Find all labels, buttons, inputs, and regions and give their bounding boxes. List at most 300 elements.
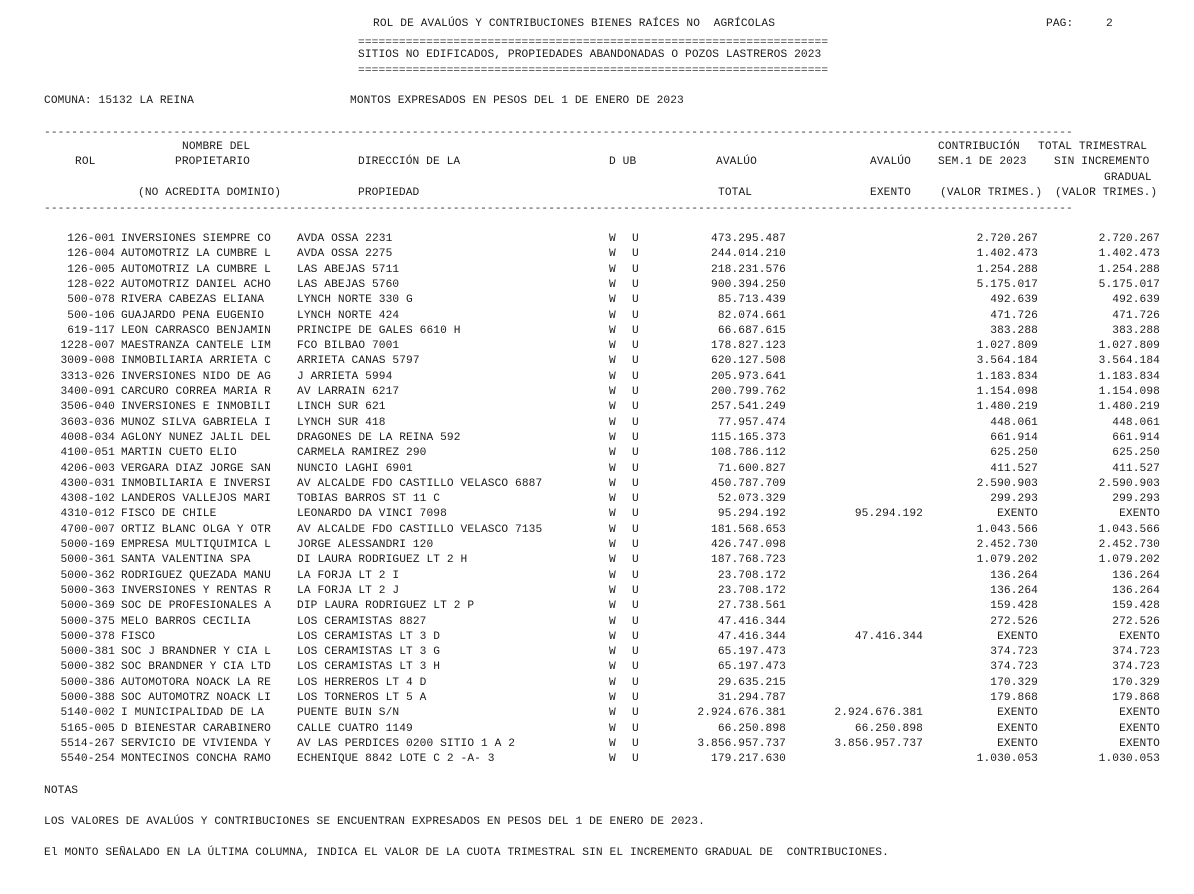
cell-exento: 95.294.192 [854, 508, 923, 521]
cell-ub: U [632, 569, 639, 582]
col-header-contrib-1: CONTRIBUCIÓN [938, 141, 1020, 153]
table-row [0, 247, 1194, 262]
cell-avaluo: 620.127.508 [711, 355, 786, 368]
cell-total-trimestral: 1.043.566 [1098, 523, 1160, 536]
cell-total-trimestral: 170.329 [1112, 676, 1160, 689]
cell-nombre: AUTOMOTRIZ LA CUMBRE L [121, 248, 271, 261]
cell-contribucion: 471.726 [990, 309, 1038, 322]
cell-direccion: AV ALCALDE FDO CASTILLO VELASCO 6887 [297, 477, 543, 490]
cell-rol: 4700-007 [60, 523, 115, 536]
cell-nombre: RODRIGUEZ QUEZADA MANU [121, 569, 271, 582]
col-header-exento-1: AVALÚO [870, 156, 911, 168]
cell-nombre: SANTA VALENTINA SPA [121, 554, 251, 567]
table-row [0, 507, 1194, 522]
cell-contribucion: 170.329 [990, 676, 1038, 689]
cell-d: W [609, 340, 616, 353]
report-title: ROL DE AVALÚOS Y CONTRIBUCIONES BIENES RAÍCES NO AGRÍCOLAS [373, 18, 776, 30]
col-header-rol: ROL [75, 156, 96, 168]
header-rule-top: ------------------------------------------------------------------------------------------------------------------------------------------------------- [44, 127, 1073, 139]
cell-total-trimestral: 299.293 [1112, 493, 1160, 506]
cell-d: W [609, 401, 616, 414]
cell-direccion: CALLE CUATRO 1149 [297, 722, 413, 735]
cell-nombre: SOC J BRANDNER Y CIA L [121, 646, 271, 659]
cell-total-trimestral: 383.288 [1112, 324, 1160, 337]
cell-contribucion: EXENTO [997, 707, 1038, 720]
table-row [0, 370, 1194, 385]
cell-nombre: MONTECINOS CONCHA RAMO [121, 753, 271, 766]
cell-d: W [609, 355, 616, 368]
cell-nombre: FISCO [121, 630, 156, 643]
cell-contribucion: 2.720.267 [976, 233, 1038, 245]
cell-nombre: INVERSIONES NIDO DE AG [121, 370, 271, 383]
cell-direccion: J ARRIETA 5994 [297, 370, 393, 383]
cell-contribucion: 1.030.053 [976, 753, 1038, 766]
cell-nombre: SOC AUTOMOTRZ NOACK LI [121, 692, 271, 704]
cell-direccion: PRINCIPE DE GALES 6610 H [297, 324, 461, 337]
table-row [0, 492, 1194, 507]
table-row [0, 569, 1194, 584]
cell-rol: 5000-378 [60, 630, 115, 643]
cell-exento: 2.924.676.381 [834, 707, 923, 720]
cell-avaluo: 85.713.439 [717, 294, 786, 307]
cell-contribucion: 1.079.202 [976, 554, 1038, 567]
cell-direccion: LOS TORNEROS LT 5 A [297, 692, 427, 704]
col-header-d-ub: D UB [609, 156, 637, 168]
cell-avaluo: 66.687.615 [717, 324, 786, 337]
cell-nombre: MUNOZ SILVA GABRIELA I [121, 416, 271, 429]
montos-label: MONTOS EXPRESADOS EN PESOS DEL 1 DE ENERO DE 2023 [350, 95, 684, 107]
cell-direccion: TOBIAS BARROS ST 11 C [297, 493, 441, 506]
table-row [0, 615, 1194, 630]
cell-rol: 126-005 [67, 263, 115, 276]
cell-avaluo: 66.250.898 [717, 722, 786, 735]
cell-ub: U [632, 462, 639, 475]
col-header-nombre-2: PROPIETARIO [175, 156, 250, 168]
col-header-contrib-3: (VALOR TRIMES.) [940, 187, 1043, 199]
cell-ub: U [632, 233, 639, 245]
cell-nombre: VERGARA DIAZ JORGE SAN [121, 462, 271, 475]
cell-d: W [609, 447, 616, 460]
cell-nombre: LANDEROS VALLEJOS MARI [121, 493, 271, 506]
cell-direccion: AVDA OSSA 2231 [297, 233, 393, 245]
cell-ub: U [632, 263, 639, 276]
cell-ub: U [632, 447, 639, 460]
cell-avaluo: 179.217.630 [711, 753, 786, 766]
cell-d: W [609, 278, 616, 291]
col-header-total-3: GRADUAL [1104, 172, 1152, 184]
cell-rol: 4308-102 [60, 493, 115, 506]
cell-contribucion: 1.254.288 [976, 263, 1038, 276]
cell-rol: 3506-040 [60, 401, 115, 414]
cell-direccion: DIP LAURA RODRIGUEZ LT 2 P [297, 600, 475, 613]
cell-avaluo: 23.708.172 [717, 569, 786, 582]
cell-nombre: SERVICIO DE VIVIENDA Y [121, 737, 271, 750]
cell-ub: U [632, 539, 639, 551]
cell-ub: U [632, 493, 639, 506]
cell-direccion: JORGE ALESSANDRI 120 [297, 539, 434, 551]
col-header-avaluo-1: AVALÚO [716, 156, 757, 168]
cell-direccion: NUNCIO LAGHI 6901 [297, 462, 413, 475]
cell-total-trimestral: EXENTO [1119, 707, 1160, 720]
cell-direccion: PUENTE BUIN S/N [297, 707, 400, 720]
table-row [0, 263, 1194, 278]
cell-nombre: MAESTRANZA CANTELE LIM [121, 340, 271, 353]
cell-d: W [609, 722, 616, 735]
cell-rol: 5000-381 [60, 646, 115, 659]
cell-contribucion: 3.564.184 [976, 355, 1038, 368]
cell-contribucion: 159.428 [990, 600, 1038, 613]
cell-total-trimestral: EXENTO [1119, 737, 1160, 750]
cell-rol: 4100-051 [60, 447, 115, 460]
cell-avaluo: 257.541.249 [711, 401, 786, 414]
cell-contribucion: 374.723 [990, 646, 1038, 659]
cell-total-trimestral: 1.079.202 [1098, 554, 1160, 567]
cell-nombre: INVERSIONES SIEMPRE CO [121, 233, 271, 245]
cell-ub: U [632, 692, 639, 704]
cell-ub: U [632, 630, 639, 643]
cell-ub: U [632, 523, 639, 536]
cell-ub: U [632, 278, 639, 291]
cell-total-trimestral: 1.402.473 [1098, 248, 1160, 261]
cell-direccion: AVDA OSSA 2275 [297, 248, 393, 261]
cell-rol: 5000-382 [60, 661, 115, 674]
cell-total-trimestral: 272.526 [1112, 615, 1160, 628]
cell-direccion: FCO BILBAO 7001 [297, 340, 400, 353]
cell-total-trimestral: 136.264 [1112, 584, 1160, 597]
cell-direccion: LOS CERAMISTAS LT 3 D [297, 630, 441, 643]
cell-total-trimestral: 1.027.809 [1098, 340, 1160, 353]
cell-total-trimestral: 5.175.017 [1098, 278, 1160, 291]
table-row [0, 523, 1194, 538]
cell-ub: U [632, 508, 639, 521]
cell-total-trimestral: 1.254.288 [1098, 263, 1160, 276]
cell-d: W [609, 630, 616, 643]
cell-ub: U [632, 431, 639, 444]
cell-d: W [609, 370, 616, 383]
notes-line-2: El MONTO SEÑALADO EN LA ÚLTIMA COLUMNA, INDICA EL VALOR DE LA CUOTA TRIMESTRAL SIN EL INCREMENTO GRADUAL DE CONTRIBUCIONES. [44, 847, 889, 859]
cell-d: W [609, 386, 616, 398]
cell-contribucion: 448.061 [990, 416, 1038, 429]
cell-direccion: AV ALCALDE FDO CASTILLO VELASCO 7135 [297, 523, 543, 536]
cell-rol: 5514-267 [60, 737, 115, 750]
cell-ub: U [632, 600, 639, 613]
cell-avaluo: 47.416.344 [717, 630, 786, 643]
cell-avaluo: 2.924.676.381 [697, 707, 786, 720]
cell-direccion: LAS ABEJAS 5711 [297, 263, 400, 276]
cell-d: W [609, 233, 616, 245]
cell-total-trimestral: EXENTO [1119, 508, 1160, 521]
cell-nombre: GUAJARDO PENA EUGENIO [121, 309, 265, 322]
header-rule-bottom: ------------------------------------------------------------------------------------------------------------------------------------------------------- [44, 203, 1073, 215]
cell-avaluo: 178.827.123 [711, 340, 786, 353]
table-row [0, 477, 1194, 492]
cell-direccion: LOS CERAMISTAS LT 3 G [297, 646, 441, 659]
cell-total-trimestral: 136.264 [1112, 569, 1160, 582]
cell-d: W [609, 676, 616, 689]
cell-nombre: INVERSIONES E INMOBILI [121, 401, 271, 414]
cell-rol: 5000-388 [60, 692, 115, 704]
cell-total-trimestral: 1.154.098 [1098, 386, 1160, 398]
cell-ub: U [632, 646, 639, 659]
cell-nombre: EMPRESA MULTIQUIMICA L [121, 539, 271, 551]
cell-ub: U [632, 584, 639, 597]
cell-total-trimestral: 2.590.903 [1098, 477, 1160, 490]
cell-direccion: AV LAS PERDICES 0200 SITIO 1 A 2 [297, 737, 516, 750]
table-row [0, 232, 1194, 247]
title-separator-bottom: ===================================================================== [358, 65, 829, 77]
table-row [0, 293, 1194, 308]
cell-rol: 5140-002 [60, 707, 115, 720]
cell-contribucion: 411.527 [990, 462, 1038, 475]
table-row [0, 645, 1194, 660]
cell-ub: U [632, 707, 639, 720]
cell-avaluo: 218.231.576 [711, 263, 786, 276]
cell-contribucion: 136.264 [990, 569, 1038, 582]
cell-avaluo: 187.768.723 [711, 554, 786, 567]
table-row [0, 354, 1194, 369]
cell-avaluo: 450.787.709 [711, 477, 786, 490]
cell-contribucion: 136.264 [990, 584, 1038, 597]
cell-d: W [609, 493, 616, 506]
cell-ub: U [632, 477, 639, 490]
cell-contribucion: 661.914 [990, 431, 1038, 444]
cell-total-trimestral: 471.726 [1112, 309, 1160, 322]
cell-d: W [609, 569, 616, 582]
cell-rol: 5000-375 [60, 615, 115, 628]
table-row [0, 431, 1194, 446]
cell-d: W [609, 523, 616, 536]
cell-nombre: CARCURO CORREA MARIA R [121, 386, 271, 398]
cell-rol: 5000-386 [60, 676, 115, 689]
table-row [0, 630, 1194, 645]
cell-d: W [609, 248, 616, 261]
cell-direccion: DI LAURA RODRIGUEZ LT 2 H [297, 554, 468, 567]
cell-rol: 5165-005 [60, 722, 115, 735]
table-row [0, 309, 1194, 324]
cell-avaluo: 115.165.373 [711, 431, 786, 444]
table-row [0, 446, 1194, 461]
cell-avaluo: 95.294.192 [717, 508, 786, 521]
cell-rol: 5000-369 [60, 600, 115, 613]
cell-rol: 4206-003 [60, 462, 115, 475]
cell-nombre: AUTOMOTRIZ LA CUMBRE L [121, 263, 271, 276]
cell-contribucion: 374.723 [990, 661, 1038, 674]
cell-rol: 3313-026 [60, 370, 115, 383]
cell-rol: 4008-034 [60, 431, 115, 444]
cell-d: W [609, 508, 616, 521]
cell-direccion: ARRIETA CANAS 5797 [297, 355, 420, 368]
cell-avaluo: 900.394.250 [711, 278, 786, 291]
cell-avaluo: 473.295.487 [711, 233, 786, 245]
table-row [0, 462, 1194, 477]
cell-rol: 619-117 [67, 324, 115, 337]
cell-rol: 5540-254 [60, 753, 115, 766]
cell-rol: 3603-036 [60, 416, 115, 429]
cell-nombre: AUTOMOTORA NOACK LA RE [121, 676, 271, 689]
cell-d: W [609, 554, 616, 567]
col-header-total-4: (VALOR TRIMES.) [1055, 187, 1158, 199]
cell-nombre: SOC BRANDNER Y CIA LTD [121, 661, 271, 674]
cell-direccion: LOS CERAMISTAS LT 3 H [297, 661, 441, 674]
cell-d: W [609, 707, 616, 720]
cell-rol: 500-106 [67, 309, 115, 322]
cell-direccion: LOS HERREROS LT 4 D [297, 676, 427, 689]
cell-direccion: LOS CERAMISTAS 8827 [297, 615, 427, 628]
cell-direccion: LEONARDO DA VINCI 7098 [297, 508, 447, 521]
notes-heading: NOTAS [44, 785, 79, 797]
cell-ub: U [632, 661, 639, 674]
cell-total-trimestral: 448.061 [1112, 416, 1160, 429]
cell-total-trimestral: 1.183.834 [1098, 370, 1160, 383]
col-header-nombre-1: NOMBRE DEL [182, 141, 251, 153]
cell-avaluo: 71.600.827 [717, 462, 786, 475]
cell-rol: 4300-031 [60, 477, 115, 490]
table-row [0, 752, 1194, 767]
cell-contribucion: 1.183.834 [976, 370, 1038, 383]
cell-total-trimestral: 625.250 [1112, 447, 1160, 460]
col-header-direccion-1: DIRECCIÓN DE LA [358, 156, 461, 168]
cell-d: W [609, 737, 616, 750]
table-row [0, 385, 1194, 400]
cell-ub: U [632, 294, 639, 307]
cell-ub: U [632, 309, 639, 322]
cell-ub: U [632, 248, 639, 261]
cell-ub: U [632, 370, 639, 383]
cell-contribucion: 1.043.566 [976, 523, 1038, 536]
table-row [0, 737, 1194, 752]
cell-direccion: ECHENIQUE 8842 LOTE C 2 -A- 3 [297, 753, 495, 766]
cell-rol: 1228-007 [60, 340, 115, 353]
col-header-exento-2: EXENTO [870, 187, 911, 199]
cell-contribucion: 5.175.017 [976, 278, 1038, 291]
cell-total-trimestral: 159.428 [1112, 600, 1160, 613]
cell-contribucion: 272.526 [990, 615, 1038, 628]
cell-ub: U [632, 615, 639, 628]
cell-d: W [609, 692, 616, 704]
cell-d: W [609, 477, 616, 490]
cell-rol: 4310-012 [60, 508, 115, 521]
table-row [0, 339, 1194, 354]
cell-ub: U [632, 340, 639, 353]
cell-avaluo: 82.074.661 [717, 309, 786, 322]
cell-rol: 5000-362 [60, 569, 115, 582]
cell-contribucion: 2.590.903 [976, 477, 1038, 490]
cell-direccion: AV LARRAIN 6217 [297, 386, 400, 398]
cell-total-trimestral: 3.564.184 [1098, 355, 1160, 368]
table-row [0, 400, 1194, 415]
cell-total-trimestral: 179.868 [1112, 692, 1160, 704]
cell-nombre: INMOBILIARIA E INVERSI [121, 477, 271, 490]
table-row [0, 584, 1194, 599]
page-label: PAG: [1046, 18, 1074, 30]
cell-ub: U [632, 324, 639, 337]
cell-d: W [609, 294, 616, 307]
cell-ub: U [632, 386, 639, 398]
cell-contribucion: 1.027.809 [976, 340, 1038, 353]
cell-rol: 126-001 [67, 233, 115, 245]
cell-contribucion: 1.480.219 [976, 401, 1038, 414]
cell-avaluo: 200.799.762 [711, 386, 786, 398]
cell-rol: 5000-169 [60, 539, 115, 551]
cell-direccion: CARMELA RAMIREZ 290 [297, 447, 427, 460]
cell-total-trimestral: 374.723 [1112, 661, 1160, 674]
cell-avaluo: 108.786.112 [711, 447, 786, 460]
cell-total-trimestral: EXENTO [1119, 630, 1160, 643]
cell-total-trimestral: 2.452.730 [1098, 539, 1160, 551]
cell-d: W [609, 615, 616, 628]
cell-direccion: DRAGONES DE LA REINA 592 [297, 431, 461, 444]
cell-contribucion: 383.288 [990, 324, 1038, 337]
table-row [0, 538, 1194, 553]
table-row [0, 278, 1194, 293]
cell-nombre: D BIENESTAR CARABINERO [121, 722, 271, 735]
cell-nombre: LEON CARRASCO BENJAMIN [121, 324, 271, 337]
comuna-label: COMUNA: 15132 LA REINA [44, 95, 194, 107]
cell-avaluo: 31.294.787 [717, 692, 786, 704]
cell-contribucion: 1.402.473 [976, 248, 1038, 261]
title-separator-top: ===================================================================== [358, 37, 829, 49]
cell-avaluo: 23.708.172 [717, 584, 786, 597]
table-row [0, 660, 1194, 675]
cell-d: W [609, 661, 616, 674]
cell-direccion: LYNCH NORTE 330 G [297, 294, 413, 307]
cell-total-trimestral: EXENTO [1119, 722, 1160, 735]
cell-d: W [609, 539, 616, 551]
cell-contribucion: 625.250 [990, 447, 1038, 460]
cell-d: W [609, 416, 616, 429]
cell-total-trimestral: 374.723 [1112, 646, 1160, 659]
cell-avaluo: 65.197.473 [717, 661, 786, 674]
cell-d: W [609, 462, 616, 475]
cell-nombre: AUTOMOTRIZ DANIEL ACHO [121, 278, 271, 291]
cell-d: W [609, 584, 616, 597]
cell-rol: 5000-363 [60, 584, 115, 597]
cell-d: W [609, 431, 616, 444]
cell-direccion: LYNCH NORTE 424 [297, 309, 400, 322]
cell-total-trimestral: 492.639 [1112, 294, 1160, 307]
col-header-direccion-2: PROPIEDAD [358, 187, 420, 199]
cell-ub: U [632, 554, 639, 567]
cell-ub: U [632, 416, 639, 429]
cell-total-trimestral: 1.030.053 [1098, 753, 1160, 766]
cell-ub: U [632, 753, 639, 766]
cell-rol: 126-004 [67, 248, 115, 261]
cell-avaluo: 426.747.098 [711, 539, 786, 551]
cell-direccion: LYNCH SUR 418 [297, 416, 386, 429]
cell-nombre: I MUNICIPALIDAD DE LA [121, 707, 265, 720]
cell-nombre: RIVERA CABEZAS ELIANA [121, 294, 265, 307]
cell-nombre: MARTIN CUETO ELIO [121, 447, 237, 460]
cell-contribucion: EXENTO [997, 737, 1038, 750]
cell-avaluo: 29.635.215 [717, 676, 786, 689]
table-row [0, 691, 1194, 706]
cell-exento: 3.856.957.737 [834, 737, 923, 750]
cell-nombre: FISCO DE CHILE [121, 508, 217, 521]
cell-nombre: MELO BARROS CECILIA [121, 615, 251, 628]
cell-ub: U [632, 722, 639, 735]
cell-avaluo: 52.073.329 [717, 493, 786, 506]
col-header-total-1: TOTAL TRIMESTRAL [1038, 141, 1148, 153]
cell-total-trimestral: 411.527 [1112, 462, 1160, 475]
cell-rol: 3400-091 [60, 386, 115, 398]
table-row [0, 553, 1194, 568]
cell-contribucion: EXENTO [997, 508, 1038, 521]
cell-d: W [609, 646, 616, 659]
cell-ub: U [632, 676, 639, 689]
cell-contribucion: 2.452.730 [976, 539, 1038, 551]
cell-direccion: LA FORJA LT 2 J [297, 584, 400, 597]
report-subtitle: SITIOS NO EDIFICADOS, PROPIEDADES ABANDONADAS O POZOS LASTREROS 2023 [358, 49, 822, 61]
